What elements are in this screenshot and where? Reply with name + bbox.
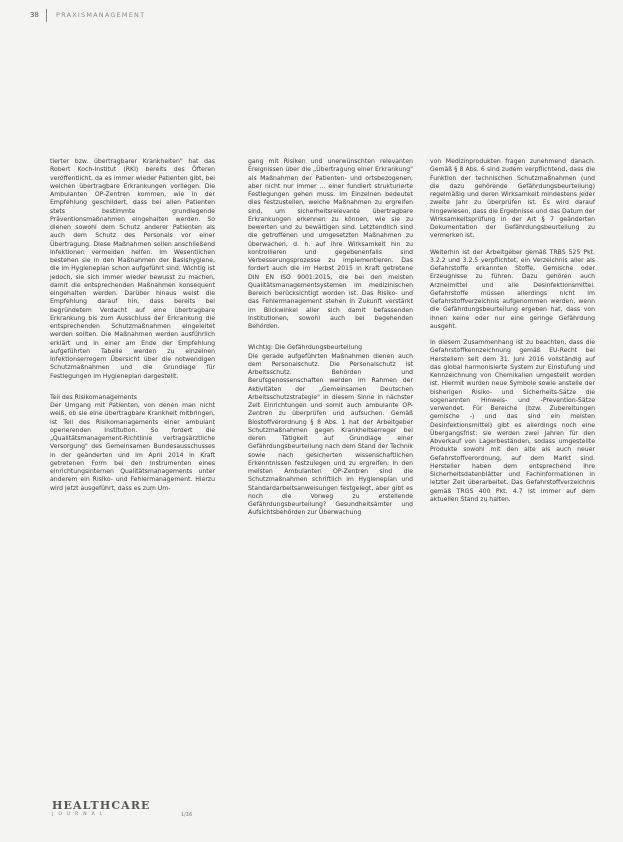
section-heading: Wichtig: Die Gefährdungsbeurteilung — [248, 344, 363, 352]
logo-title: HEALTHCARE — [52, 799, 151, 812]
body-paragraph: In diesem Zusammenhang ist zu beachten, dass die Gefahrstoffkennzeichnung gemäß EU-Recht bei Herstellern seit dem 31. Juni 2016 vollständig auf das global harmonisierte System zur Einstufung und Kennzeichnung von Chemikalien umgestellt worden ist. Hiermit wurden neue Symbole sowie anstelle der bisherigen Risiko- und Sicherheits-Sätze die sogenannten Hinweis- und -Prevention-Sätze verwendet. Für Bereiche (bzw. Zubereitungen gemische -) und das sind ein meisten Desinfektionsmittel) gibt es allerdings noch eine Übergangsfrist: sie werden zwei Jahren für den Abverkauf von Lagerbeständen, sodass umgestellte Produkte sowohl mit den alte als auch neuer Gefahrstoffverordnung, auf dem Markt sind. Hersteller haben dem entsprechend ihre Sicherheitsdatenblätter und Fachinformationen in letzter Zeit überarbeitet. Das Gefahrstoffverzeichnis gemäß TRGS 400 Pkt. 4.7 ist immer auf dem aktuellen Stand zu halten. — [430, 339, 595, 503]
section-heading: Teil des Risikomanagements — [50, 393, 137, 401]
body-paragraph: Weiterhin ist der Arbeitgeber gemäß TRBS 525 Pkt. 3.2.2 und 3.2.5 verpflichtet, ein Verzeichnis aller als Gefahrstoffe erkannten Stoffe, Gemische oder Erzeugnisse zu führen. Dazu gehören auch Arzneimittel und alle Desinfektionsmittel. Gefahrstoffe müssen allerdings nicht im Gefahrstoffverzeichnis aufgenommen werden, wenn die Gefährdungsbeurteilung ergeben hat, dass von ihnen keine oder nur eine geringe Gefährdung ausgeht. — [430, 248, 595, 330]
text-column-1 — [50, 158, 215, 501]
body-paragraph: Die gerade aufgeführten Maßnahmen dienen auch dem Personalschutz. Die Personalschutz ist Arbeitsschutz. Behörden und Berufsgenossenschaften werden im Rahmen der Aktivitäten der „Gemeinsamen Deutschen Arbeitsschutzstrategie" in diesem Sinne in nächster Zeit Einrichtungen und somit auch ambulante OP-Zentren zu überprüfen und aufsuchen. Gemäß Biostoffverordnung § 8 Abs. 1 hat der Arbeitgeber Schutzmaßnahmen gegen Krankheitserreger bei deren Tätigkeit auf Grundlage einer Gefährdungsbeurteilung nach dem Stand der Technik sowie nach gesicherten wissenschaftlichen Erkenntnissen festzulegen und zu ergreifen. In den meisten Ambulanten OP-Zentren sind die Schutzmaßnahmen schriftlich im Hygieneplan und Standardarbeitsanweisungen festgelegt, aber gibt es noch die Vorweg zu erstellende Gefährdungsbeurteilung? Gesundheitsämter und Aufsichtsbehörden zur Überwachung — [248, 352, 413, 517]
text-column-2 — [248, 158, 413, 526]
journal-logo — [52, 800, 151, 817]
body-paragraph: Der Umgang mit Patienten, von denen man nicht weiß, ob sie eine übertragbare Krankheit mitbringen, ist Teil des Risikomanagements einer ambulant operierenden Institution. So fordert die „Qualitätsmanagement-Richtlinie vertragsärztliche Versorgung" des Gemeinsamen Bundesausschusses in der geänderten und im April 2014 in Kraft getretenen Form bei den Instrumenten eines einrichtungsinternen Qualitätsmanagements unter anderem ein Risiko- und Fehlermanagement. Hierzu wird jetzt ausgeführt, dass es zum Um- — [50, 402, 215, 492]
running-head: PRAXISMANAGEMENT — [56, 11, 146, 19]
header-divider — [46, 9, 47, 22]
logo-subtitle: JOURNAL — [52, 812, 108, 817]
body-paragraph: von Medizinprodukten fragen zunehmend danach. Gemäß § 8 Abs. 6 sind zudem verpflichtend, dass die Funktion der technischen Schutzmaßnahmen (und die dazu gehörende Gefährdungsbeurteilung) regelmäßig und deren Wirksamkeit mindestens jeder zweite Jahr zu überprüfen ist. Es wird darauf hingewiesen, dass die Ergebnisse und das Datum der Wirksamkeitsprüfung in der Art § 7 geänderten Dokumentation der Gefährdungsbeurteilung zu vermerken ist. — [430, 158, 595, 240]
body-paragraph: gang mit Risiken und unerwünschten relevanten Ereignissen über die „Übertragung einer Erkrankung" als Maßnahmen der Patienten- und ortsbezogenen, aber nicht nur immer ... einer fundiert strukturierte Festlegungen gehen muss. Im Einzelnen bedeutet dies festzustellen, welche Maßnahmen zu ergreifen sind, um sicherheitsrelevante übertragbare Erkrankungen erkennen zu können, wie sie zu bewerten und zu bewältigen sind. Letztendlich sind die getroffenen und umgesetzten Maßnahmen zu überwachen, d. h. auf ihre Wirksamkeit hin zu kontrollieren und gegebenenfalls sind Verbesserungsprozesse zu implementieren. Das fordert auch die im Herbst 2015 in Kraft getretene DIN EN ISO 9001:2015, die bei den meisten Qualitätsmanagementsystemen im medizinischen Bereich berücksichtigt worden ist. Das Risiko- und das Fehlermanagement stehen in Zukunft verstärkt im Blickwinkel aller sich damit befassenden Institutionen, sowohl auch bei begehenden Behörden. — [248, 158, 413, 330]
issue-number: 1/16 — [181, 812, 193, 818]
body-paragraph: tierter bzw. übertragbarer Krankheiten" hat das Robert Koch-Institut (RKI) bereits des Öfteren veröffentlicht, da es immer wieder Patienten gibt, bei welchen übertragbare Erkrankungen vorliegen. Die Ambulanten OP-Zentren kommen, wie in der Empfehlung geschildert, dass bei allen Patienten stets bestimmte grundlegende Präventionsmaßnahmen eingehalten werden. So dienen sowohl dem Schutz anderer Patienten als auch dem Schutz des Personals vor einer Übertragung. Diese Maßnahmen sollen anschließend Infektionen vermeiden helfen. Im Wesentlichen bestehen sie in den Maßnahmen der Basishygiene, die im Hygieneplan schon aufgeführt sind. Wichtig ist jedoch, sie sich immer wieder bewusst zu machen, damit die entsprechenden Maßnahmen konsequent eingehalten werden. Darüber hinaus weist die Empfehlung darauf hin, dass bereits bei begründetem Verdacht auf eine übertragbare Erkrankung bis zum Ausschluss der Erkrankung die entsprechenden Schutzmaßnahmen eingeleitet werden sollten. Die Maßnahmen werden ausführlich erklärt und in einer am Ende der Empfehlung aufgeführten Tabelle werden zu einzelnen Infektionserregern Übersicht über die notwendigen Schutzmaßnahmen und die Grundlage für Festlegungen im Hygieneplan dargestellt. — [50, 158, 215, 380]
text-column-3 — [430, 158, 595, 512]
page-number: 38 — [30, 11, 39, 19]
